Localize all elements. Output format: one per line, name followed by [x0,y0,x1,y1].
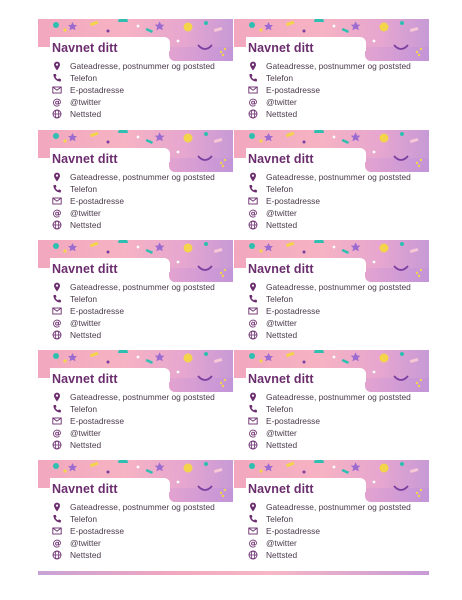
globe-icon [52,220,62,230]
email-row [52,84,232,96]
envelope-icon [52,306,62,316]
card-name: Navnet ditt [248,262,314,276]
phone-icon [248,294,258,304]
map-pin-icon [248,172,258,182]
email-text: E-postadresse [70,526,124,536]
address-row [52,281,232,293]
globe-icon [248,550,258,560]
card-contact-lines [52,391,232,451]
business-card-r5-c2 [234,460,429,564]
envelope-icon [248,526,258,536]
phone-text: Telefon [70,514,98,524]
website-row [52,219,232,231]
phone-row [248,403,428,415]
card-name: Navnet ditt [248,482,314,496]
address-row [52,501,232,513]
globe-icon [52,330,62,340]
business-card-r1-c1 [38,19,233,123]
phone-row [248,293,428,305]
phone-row [52,183,232,195]
phone-text: Telefon [266,404,294,414]
at-sign-icon [52,428,62,438]
phone-text: Telefon [70,404,98,414]
globe-icon [52,440,62,450]
phone-text: Telefon [70,294,98,304]
business-card-r5-c1 [38,460,233,564]
email-text: E-postadresse [266,526,320,536]
address-text: Gateadresse, postnummer og poststed [70,61,215,71]
svg-text:@: @ [52,429,62,438]
email-text: E-postadresse [70,196,124,206]
at-sign-icon [52,538,62,548]
business-card-r4-c2 [234,350,429,454]
svg-text:@: @ [52,209,62,218]
phone-text: Telefon [266,184,294,194]
svg-text:@: @ [248,98,258,107]
phone-row [52,293,232,305]
website-text: Nettsted [266,550,298,560]
twitter-text: @twitter [266,318,297,328]
address-row [248,60,428,72]
address-text: Gateadresse, postnummer og poststed [70,282,215,292]
card-name: Navnet ditt [52,482,118,496]
email-text: E-postadresse [266,306,320,316]
card-contact-lines [248,281,428,341]
svg-text:@: @ [52,539,62,548]
business-card-r1-c2 [234,19,429,123]
at-sign-icon [52,208,62,218]
envelope-icon [52,416,62,426]
twitter-row [52,96,232,108]
phone-text: Telefon [266,514,294,524]
address-row [248,501,428,513]
map-pin-icon [248,61,258,71]
envelope-icon [52,85,62,95]
twitter-row [248,96,428,108]
phone-icon [52,73,62,83]
email-text: E-postadresse [266,85,320,95]
card-contact-lines [52,60,232,120]
twitter-row [248,427,428,439]
envelope-icon [52,526,62,536]
business-card-r2-c2 [234,130,429,234]
phone-icon [248,404,258,414]
twitter-text: @twitter [266,208,297,218]
address-row [248,281,428,293]
globe-icon [248,220,258,230]
email-row [52,195,232,207]
phone-row [52,72,232,84]
phone-icon [248,184,258,194]
svg-text:@: @ [248,209,258,218]
twitter-row [248,537,428,549]
svg-text:@: @ [248,539,258,548]
phone-text: Telefon [70,184,98,194]
address-row [52,391,232,403]
twitter-text: @twitter [266,97,297,107]
twitter-text: @twitter [266,428,297,438]
business-card-r2-c1 [38,130,233,234]
email-text: E-postadresse [70,85,124,95]
map-pin-icon [52,282,62,292]
card-name: Navnet ditt [248,372,314,386]
envelope-icon [248,416,258,426]
website-text: Nettsted [266,330,298,340]
twitter-row [52,207,232,219]
card-name: Navnet ditt [52,41,118,55]
card-name: Navnet ditt [52,152,118,166]
phone-row [52,403,232,415]
address-text: Gateadresse, postnummer og poststed [266,172,411,182]
phone-icon [248,73,258,83]
card-contact-lines [248,501,428,561]
at-sign-icon [52,318,62,328]
map-pin-icon [248,502,258,512]
address-row [248,391,428,403]
business-card-r4-c1 [38,350,233,454]
card-contact-lines [52,281,232,341]
twitter-row [52,317,232,329]
card-name: Navnet ditt [248,41,314,55]
email-row [248,525,428,537]
card-contact-lines [248,171,428,231]
email-row [248,84,428,96]
business-card-r3-c1 [38,240,233,344]
email-row [248,195,428,207]
card-name: Navnet ditt [52,372,118,386]
website-text: Nettsted [266,440,298,450]
phone-icon [52,184,62,194]
website-row [248,439,428,451]
card-contact-lines [248,391,428,451]
globe-icon [248,440,258,450]
email-row [248,415,428,427]
bottom-decor-strip [38,571,429,575]
website-row [248,329,428,341]
website-text: Nettsted [70,440,102,450]
twitter-row [248,317,428,329]
website-text: Nettsted [70,330,102,340]
address-text: Gateadresse, postnummer og poststed [70,392,215,402]
address-text: Gateadresse, postnummer og poststed [266,61,411,71]
phone-row [248,183,428,195]
card-contact-lines [52,171,232,231]
twitter-text: @twitter [70,97,101,107]
globe-icon [248,109,258,119]
globe-icon [52,550,62,560]
map-pin-icon [248,392,258,402]
map-pin-icon [52,172,62,182]
email-row [52,525,232,537]
address-text: Gateadresse, postnummer og poststed [266,502,411,512]
at-sign-icon [248,208,258,218]
address-text: Gateadresse, postnummer og poststed [70,502,215,512]
card-contact-lines [52,501,232,561]
globe-icon [248,330,258,340]
phone-text: Telefon [70,73,98,83]
map-pin-icon [52,392,62,402]
website-row [52,439,232,451]
website-text: Nettsted [70,109,102,119]
card-name: Navnet ditt [248,152,314,166]
svg-text:@: @ [248,429,258,438]
twitter-text: @twitter [70,318,101,328]
map-pin-icon [52,61,62,71]
phone-row [248,72,428,84]
phone-icon [52,404,62,414]
email-text: E-postadresse [70,416,124,426]
twitter-text: @twitter [266,538,297,548]
at-sign-icon [248,97,258,107]
at-sign-icon [248,538,258,548]
twitter-text: @twitter [70,208,101,218]
website-text: Nettsted [70,220,102,230]
globe-icon [52,109,62,119]
email-text: E-postadresse [266,416,320,426]
website-row [52,108,232,120]
phone-icon [52,294,62,304]
svg-text:@: @ [52,98,62,107]
phone-icon [248,514,258,524]
phone-text: Telefon [266,294,294,304]
twitter-row [248,207,428,219]
email-row [52,305,232,317]
card-name: Navnet ditt [52,262,118,276]
address-text: Gateadresse, postnummer og poststed [266,282,411,292]
business-card-r3-c2 [234,240,429,344]
at-sign-icon [248,428,258,438]
email-row [52,415,232,427]
envelope-icon [248,306,258,316]
phone-row [248,513,428,525]
website-text: Nettsted [266,109,298,119]
envelope-icon [52,196,62,206]
phone-text: Telefon [266,73,294,83]
twitter-text: @twitter [70,428,101,438]
email-text: E-postadresse [70,306,124,316]
website-text: Nettsted [70,550,102,560]
address-row [52,171,232,183]
at-sign-icon [248,318,258,328]
website-row [248,108,428,120]
twitter-row [52,427,232,439]
at-sign-icon [52,97,62,107]
envelope-icon [248,196,258,206]
website-row [52,549,232,561]
address-text: Gateadresse, postnummer og poststed [266,392,411,402]
phone-icon [52,514,62,524]
phone-row [52,513,232,525]
card-contact-lines [248,60,428,120]
twitter-text: @twitter [70,538,101,548]
map-pin-icon [52,502,62,512]
envelope-icon [248,85,258,95]
svg-text:@: @ [52,319,62,328]
website-text: Nettsted [266,220,298,230]
website-row [248,549,428,561]
address-text: Gateadresse, postnummer og poststed [70,172,215,182]
email-row [248,305,428,317]
twitter-row [52,537,232,549]
website-row [248,219,428,231]
address-row [52,60,232,72]
address-row [248,171,428,183]
email-text: E-postadresse [266,196,320,206]
svg-text:@: @ [248,319,258,328]
map-pin-icon [248,282,258,292]
website-row [52,329,232,341]
